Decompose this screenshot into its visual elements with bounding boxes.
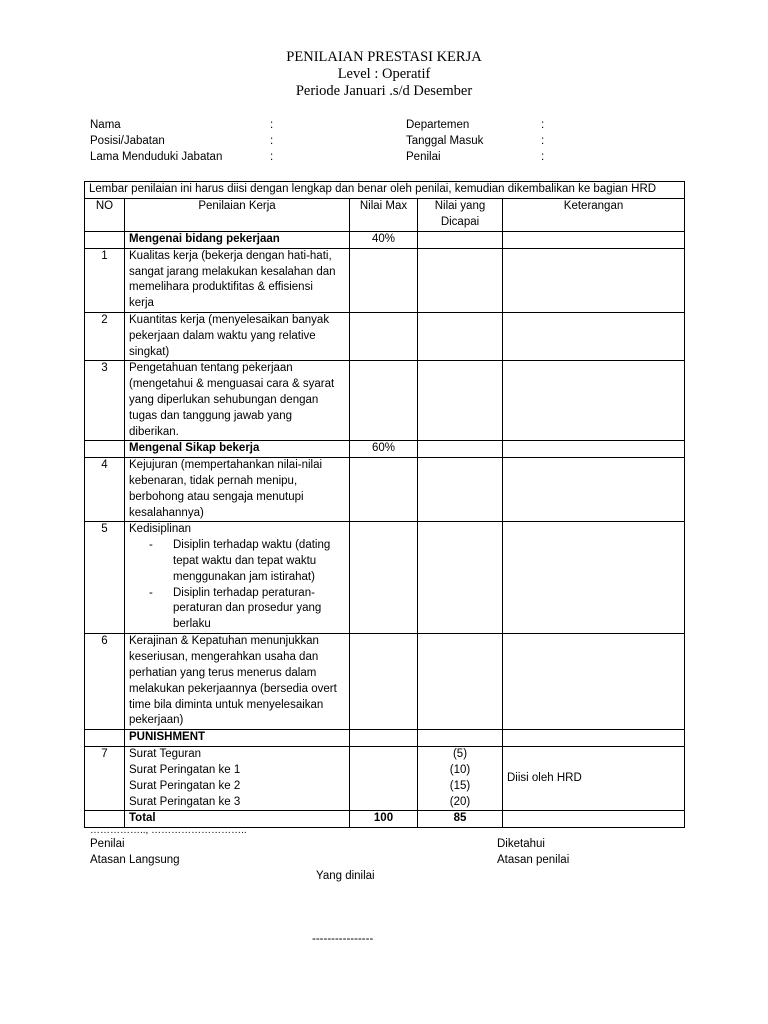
row-number: 4 [85, 458, 125, 522]
row-number: 7 [85, 747, 125, 811]
field-join-date-colon: : [541, 135, 545, 147]
section-weight: 60% [350, 441, 418, 458]
bullet-text [173, 586, 321, 633]
punishment-item: Surat Peringatan ke 2 [129, 779, 241, 792]
notes-cell[interactable] [503, 232, 685, 249]
row-number: 1 [85, 248, 125, 312]
criteria-line: kerja [129, 297, 154, 310]
date-line: …………….., ……………………….. [90, 825, 247, 836]
criteria-line: time bila diminta untuk menyelesaikan [129, 698, 324, 711]
field-join-date-label: Tanggal Masuk [406, 135, 484, 147]
document-title: PENILAIAN PRESTASI KERJA [286, 49, 482, 65]
header-no: NO [85, 199, 125, 232]
notes-cell[interactable] [503, 730, 685, 747]
criteria-line: tugas dan tanggung jawab yang [129, 409, 293, 422]
table-row [85, 747, 685, 811]
criteria-line: Pengetahuan tentang pekerjaan [129, 362, 293, 375]
criteria-line: Kuantitas kerja (menyelesaikan banyak [129, 313, 330, 326]
section-no-cell [85, 441, 125, 458]
total-max: 100 [350, 811, 418, 828]
notes-cell[interactable] [503, 312, 685, 360]
table-row [85, 522, 685, 634]
notes-cell [503, 811, 685, 828]
table-row [85, 634, 685, 730]
row-number: 5 [85, 522, 125, 634]
criteria-line: Kualitas kerja (bekerja dengan hati-hati, [129, 249, 332, 262]
criteria-line: kesalahannya) [129, 506, 204, 519]
field-assessor-colon: : [541, 151, 545, 163]
header-row [85, 199, 685, 232]
assessment-table [84, 181, 685, 828]
achieved-cell[interactable] [418, 730, 503, 747]
criteria-text [125, 248, 350, 312]
notes-cell[interactable] [503, 441, 685, 458]
section-weight: 40% [350, 232, 418, 249]
max-cell [350, 312, 418, 360]
criteria-line: melakukan pekerjaannya (bersedia overt [129, 682, 337, 695]
criteria-line: Disiplin terhadap peraturan- [173, 586, 315, 599]
field-tenure-label: Lama Menduduki Jabatan [90, 151, 223, 163]
field-department-colon: : [541, 119, 545, 131]
criteria-line: pekerjaan) [129, 714, 184, 727]
header-achieved-score [418, 199, 503, 232]
field-position-label: Posisi/Jabatan [90, 135, 165, 147]
section-title: PUNISHMENT [125, 730, 350, 747]
assessee-label: Yang dinilai [316, 870, 375, 882]
total-label: Total [125, 811, 350, 828]
header-max-score: Nilai Max [350, 199, 418, 232]
document-level: Level : Operatif [337, 66, 431, 82]
punishment-list [125, 747, 350, 811]
criteria-line: diberikan. [129, 425, 179, 438]
notes-cell[interactable] [503, 248, 685, 312]
achieved-cell[interactable] [418, 232, 503, 249]
row-number: 3 [85, 361, 125, 441]
punishment-scores [418, 747, 503, 811]
criteria-line: keseriusan, mengerahkan usaha dan [129, 651, 319, 664]
notes-cell[interactable] [503, 458, 685, 522]
achieved-cell[interactable] [418, 441, 503, 458]
field-tenure-colon: : [270, 151, 274, 163]
criteria-line: menggunakan jam istirahat) [173, 570, 315, 583]
field-department-label: Departemen [406, 119, 470, 131]
criteria-line: (mengetahui & menguasai cara & syarat [129, 378, 335, 391]
achieved-cell[interactable] [418, 522, 503, 634]
header-criteria: Penilaian Kerja [125, 199, 350, 232]
field-assessor-label: Penilai [406, 151, 441, 163]
punishment-score: (20) [449, 795, 471, 808]
achieved-cell[interactable] [418, 458, 503, 522]
max-cell [350, 248, 418, 312]
instruction-text: Lembar penilaian ini harus diisi dengan lengkap dan benar oleh penilai, kemudian dikembalikan ke bagian HRD [85, 182, 685, 199]
bullet-item [129, 586, 345, 633]
punishment-score: (5) [452, 748, 468, 761]
bullet-text [173, 538, 330, 585]
row-number: 6 [85, 634, 125, 730]
criteria-line: berbohong atau sengaja menutupi [129, 490, 304, 503]
field-name-label: Nama [90, 119, 121, 131]
criteria-line: kebenaran, tidak pernah menipu, [129, 474, 298, 487]
punishment-score: (10) [449, 763, 471, 776]
criteria-line: berlaku [173, 618, 211, 631]
total-achieved: 85 [418, 811, 503, 828]
punishment-score: (15) [449, 779, 471, 792]
criteria-line: memelihara produktifitas & effisiensi [129, 281, 313, 294]
field-position-colon: : [270, 135, 274, 147]
section-no-cell [85, 730, 125, 747]
assessor-label: Penilai [90, 838, 125, 850]
supervisor-label: Atasan Langsung [90, 854, 180, 866]
criteria-line: Disiplin terhadap waktu (dating [173, 539, 331, 552]
achieved-cell[interactable] [418, 312, 503, 360]
supervisor-assessor-label: Atasan penilai [497, 854, 570, 866]
criteria-line: peraturan dan prosedur yang [173, 602, 322, 615]
acknowledged-label: Diketahui [497, 838, 545, 850]
header-achieved-line1: Nilai yang [434, 200, 486, 212]
achieved-cell[interactable] [418, 361, 503, 441]
section-row [85, 232, 685, 249]
max-cell [350, 747, 418, 811]
max-cell [350, 634, 418, 730]
table-row [85, 312, 685, 360]
criteria-text [125, 634, 350, 730]
criteria-line: Kejujuran (mempertahankan nilai-nilai [129, 459, 323, 472]
achieved-cell[interactable] [418, 248, 503, 312]
bullet-dash: - [149, 539, 153, 552]
punishment-item: Surat Peringatan ke 1 [129, 763, 241, 776]
criteria-line: perhatian yang terus menerus dalam [129, 666, 317, 679]
max-cell [350, 522, 418, 634]
section-row [85, 441, 685, 458]
max-cell [350, 730, 418, 747]
section-no-cell [85, 232, 125, 249]
row-number: 2 [85, 312, 125, 360]
header-notes: Keterangan [503, 199, 685, 232]
notes-cell[interactable] [503, 634, 685, 730]
criteria-line: pekerjaan dalam waktu yang relative [129, 329, 316, 342]
criteria-title: Kedisiplinan [129, 523, 192, 536]
document-period: Periode Januari .s/d Desember [295, 83, 473, 99]
bullet-dash: - [149, 586, 153, 599]
criteria-text [125, 312, 350, 360]
max-cell [350, 361, 418, 441]
bullet-item [129, 538, 345, 585]
table-row [85, 248, 685, 312]
table-row [85, 458, 685, 522]
achieved-cell[interactable] [418, 634, 503, 730]
criteria-line: tepat waktu dan tepat waktu [173, 554, 317, 567]
notes-cell[interactable] [503, 522, 685, 634]
criteria-text [125, 361, 350, 441]
punishment-note: Diisi oleh HRD [503, 747, 685, 811]
notes-cell[interactable] [503, 361, 685, 441]
section-title: Mengenal Sikap bekerja [125, 441, 350, 458]
section-row [85, 730, 685, 747]
field-name-colon: : [270, 119, 274, 131]
table-row [85, 361, 685, 441]
header-achieved-line2: Dicapai [440, 215, 480, 228]
max-cell [350, 458, 418, 522]
criteria-text [125, 522, 350, 634]
criteria-line: Kerajinan & Kepatuhan menunjukkan [129, 635, 319, 648]
punishment-item: Surat Peringatan ke 3 [129, 795, 241, 808]
instruction-row [85, 182, 685, 199]
criteria-line: sangat jarang melakukan kesalahan dan [129, 265, 336, 278]
criteria-text [125, 458, 350, 522]
punishment-item: Surat Teguran [129, 748, 202, 761]
section-title: Mengenai bidang pekerjaan [125, 232, 350, 249]
criteria-line: yang diperlukan sehubungan dengan [129, 393, 319, 406]
signature-line: ---------------- [312, 933, 374, 945]
criteria-line: singkat) [129, 345, 170, 358]
